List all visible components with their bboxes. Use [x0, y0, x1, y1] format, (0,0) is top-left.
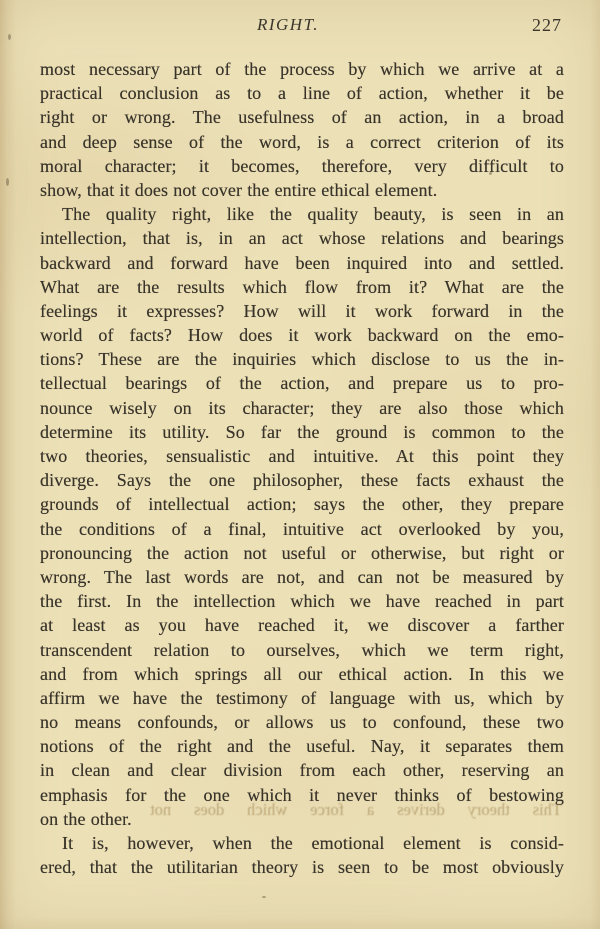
- text-line: world of facts? How does it work backward on the emo-: [40, 325, 564, 346]
- text-line: diverge. Says the one philosopher, these facts exhaust the: [40, 470, 564, 491]
- text-line: pronouncing the action not useful or otherwise, but right or: [40, 542, 564, 563]
- text-line: determine its utility. So far the ground is common to the: [40, 421, 564, 442]
- running-title: RIGHT.: [256, 15, 320, 34]
- paper-speck: [6, 178, 9, 186]
- text-line: and from which springs all our ethical action. In this we: [40, 663, 564, 684]
- text-line: notions of the right and the useful. Nay, it separates them: [40, 736, 564, 757]
- text-line: the first. In the intellection which we have reached in part: [40, 591, 564, 612]
- text-line: and deep sense of the word, is a correct criterion of its: [40, 131, 564, 152]
- text-line: tions? These are the inquiries which disclose to us the in-: [40, 349, 564, 370]
- text-line: on the other.: [40, 808, 132, 829]
- text-line: transcendent relation to ourselves, which we term right,: [40, 639, 564, 660]
- text-line: feelings it expresses? How will it work forward in the: [40, 300, 564, 321]
- paper-speck: [392, 214, 395, 217]
- text-line: What are the results which flow from it? What are the: [40, 276, 564, 297]
- text-line: emphasis for the one which it never thinks of bestowing: [40, 784, 564, 805]
- text-line: two theories, sensualistic and intuitive. At this point they: [40, 446, 564, 466]
- paper-speck: [262, 896, 266, 898]
- text-line: ered, that the utilitarian theory is seen to be most obviously: [40, 857, 564, 878]
- text-line: show, that it does not cover the entire ethical element.: [40, 179, 438, 200]
- text-line: The quality right, like the quality beauty, is seen in an: [62, 204, 564, 225]
- text-line: no means confounds, or allows us to confound, these two: [40, 712, 564, 733]
- page-number: 227: [532, 15, 562, 35]
- paper-speck: [8, 34, 11, 40]
- ghost-show-through-text: This theory derives a force which does not: [150, 800, 562, 819]
- text-line: wrong. The last words are not, and can not be measured by: [40, 566, 564, 587]
- text-line: It is, however, when the emotional element is consid-: [62, 833, 564, 853]
- text-line: intellection, that is, in an act whose relations and bearings: [40, 228, 564, 249]
- text-line: at least as you have reached it, we discover a farther: [40, 615, 564, 636]
- text-line: backward and forward have been inquired into and settled.: [40, 252, 564, 273]
- text-line: the conditions of a final, intuitive act overlooked by you,: [40, 518, 564, 539]
- text-line: grounds of intellectual action; says the other, they prepare: [40, 494, 564, 515]
- text-line: tellectual bearings of the action, and prepare us to pro-: [40, 373, 564, 394]
- paper-speck: [489, 172, 492, 175]
- text-line: nounce wisely on its character; they are also those which: [40, 397, 564, 418]
- text-line: most necessary part of the process by which we arrive at a: [40, 59, 564, 79]
- text-line: in clean and clear division from each other, reserving an: [40, 760, 564, 781]
- text-line: moral character; it becomes, therefore, very difficult to: [40, 155, 564, 176]
- text-line: practical conclusion as to a line of action, whether it be: [40, 83, 564, 104]
- text-line: right or wrong. The usefulness of an action, in a broad: [40, 107, 564, 128]
- text-line: affirm we have the testimony of language with us, which by: [40, 687, 564, 708]
